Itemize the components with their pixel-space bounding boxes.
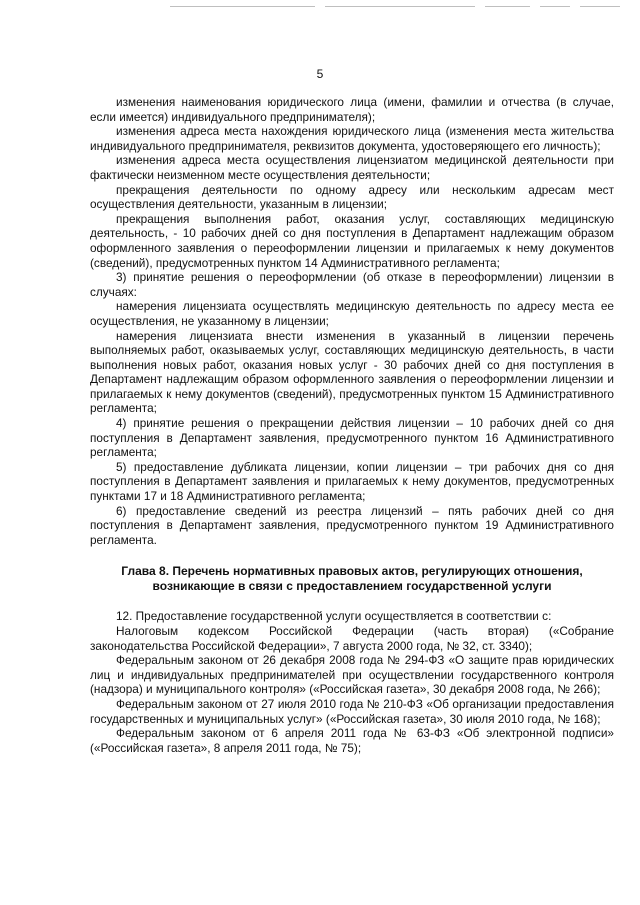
chapter-title: Глава 8. Перечень нормативных правовых актов, регулирующих отношения, возникающие в связи с предоставлением государственной услуги — [121, 564, 583, 594]
paragraph: изменения адреса места нахождения юридического лица (изменения места жительства индивидуального предпринимателя, реквизитов документа, удостоверяющего его личность); — [90, 124, 614, 153]
scan-top-line-2 — [325, 6, 475, 7]
paragraph: 4) принятие решения о прекращении действия лицензии – 10 рабочих дней со дня поступления в Департамент заявления, предусмотренного пунктом 16 Административного регламента; — [90, 416, 614, 460]
scan-top-line-5 — [580, 6, 620, 7]
scan-top-line-1 — [170, 6, 315, 7]
page-number: 5 — [316, 67, 324, 81]
scan-top-line-4 — [540, 6, 570, 7]
paragraph: намерения лицензиата осуществлять медицинскую деятельность по адресу места ее осуществления, не указанному в лицензии; — [90, 299, 614, 328]
paragraph: изменения наименования юридического лица (имени, фамилии и отчества (в случае, если имеется) индивидуального предпринимателя); — [90, 95, 614, 124]
paragraph: 6) предоставление сведений из реестра лицензий – пять рабочих дней со дня поступления в Департамент заявления, предусмотренного пунктом 19 Административного регламента. — [90, 503, 614, 547]
document-body — [90, 95, 614, 755]
paragraph: Федеральным законом от 27 июля 2010 года № 210-ФЗ «Об организации предоставления государственных и муниципальных услуг» («Российская газета», 30 июля 2010 года, № 168); — [90, 696, 614, 726]
paragraph: прекращения выполнения работ, оказания услуг, составляющих медицинскую деятельность, - 10 рабочих дней со дня поступления в Департамент надлежащим образом оформленного заявления о переоформлении лицензии и прилагаемых к нему документов (сведений), предусмотренных пунктом 14 Административного регламента; — [90, 211, 614, 270]
paragraph: 5) предоставление дубликата лицензии, копии лицензии – три рабочих дня со дня поступления в Департамент заявления и прилагаемых к нему документов, предусмотренных пунктами 17 и 18 Административного регламента; — [90, 459, 614, 504]
paragraph: прекращения деятельности по одному адресу или нескольким адресам мест осуществления деятельности, указанным в лицензии; — [90, 182, 614, 212]
paragraph: 3) принятие решения о переоформлении (об отказе в переоформлении) лицензии в случаях: — [90, 270, 614, 299]
paragraph: изменения адреса места осуществления лицензиатом медицинской деятельности при фактически неизменном месте осуществления деятельности; — [90, 153, 614, 182]
paragraph: Федеральным законом от 6 апреля 2011 года № 63-ФЗ «Об электронной подписи» («Российская газета», 8 апреля 2011 года, № 75); — [90, 726, 614, 755]
paragraph: 12. Предоставление государственной услуги осуществляется в соответствии с: — [116, 609, 552, 624]
paragraph: Федеральным законом от 26 декабря 2008 года № 294-ФЗ «О защите прав юридических лиц и индивидуальных предпринимателей при осуществлении государственного контроля (надзора) и муниципального контроля» («Российская газета», 30 декабря 2008 года, № 266); — [90, 653, 614, 697]
paragraph: намерения лицензиата внести изменения в указанный в лицензии перечень выполняемых работ, оказываемых услуг, составляющих медицинскую деятельность, в части выполнения новых работ, оказания новых услуг - 30 рабочих дней со дня поступления в Департамент надлежащим образом оформленного заявления о переоформлении лицензии и прилагаемых к нему документов (сведений), предусмотренных пунктом 15 Административного регламента; — [90, 328, 614, 416]
scan-top-line-3 — [485, 6, 530, 7]
paragraph: Налоговым кодексом Российской Федерации (часть вторая) («Собрание законодательства Российской Федерации», 7 августа 2000 года, № 32, ст. 3340); — [90, 624, 614, 653]
